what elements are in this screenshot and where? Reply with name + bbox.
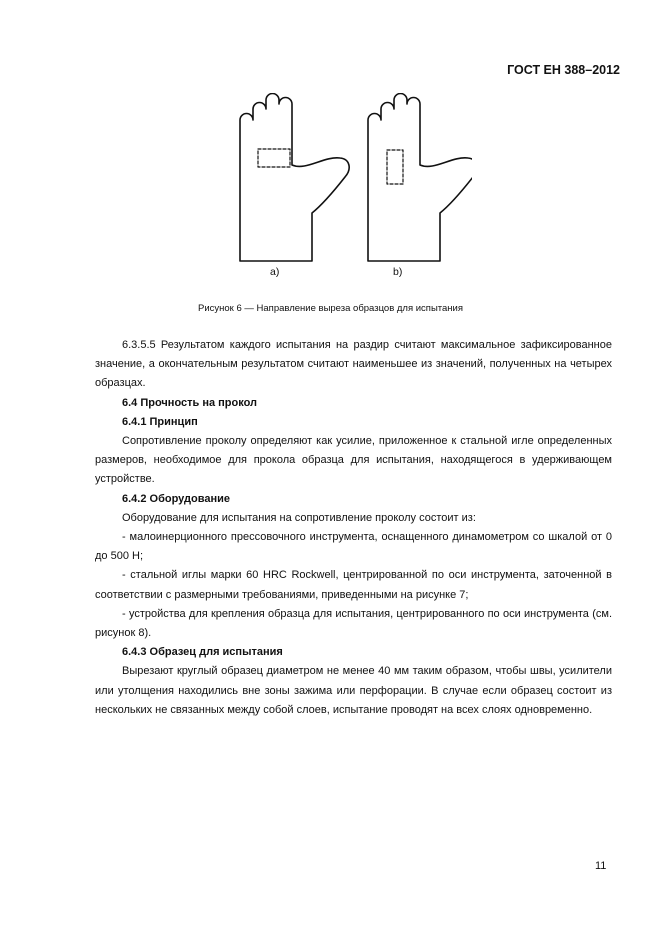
heading-6-4-1: 6.4.1 Принцип xyxy=(122,415,198,428)
sample-cutout-vertical xyxy=(387,150,403,184)
heading-6-4-3: 6.4.3 Образец для испытания xyxy=(122,646,283,659)
heading-6-4-2: 6.4.2 Оборудование xyxy=(122,492,230,505)
figure-label-b: b) xyxy=(393,266,403,278)
body-text xyxy=(95,336,612,720)
list-item: - малоинерционного прессовочного инструмента, оснащенного динамометром со шкалой от 0 до 500 Н; xyxy=(95,531,612,563)
page-number: 11 xyxy=(595,860,607,872)
list-item: - стальной иглы марки 60 HRC Rockwell, центрированной по оси инструмента, заточенной в соответствии с размерными требованиями, приведенными на рисунке 7; xyxy=(95,569,612,601)
sample-cutout-horizontal xyxy=(258,149,290,167)
glove-figure xyxy=(228,93,472,263)
document-code-header: ГОСТ ЕН 388–2012 xyxy=(507,63,620,77)
figure-caption: Рисунок 6 — Направление выреза образцов для испытания xyxy=(198,303,463,314)
list-item: - устройства для крепления образца для испытания, центрированного по оси инструмента (см. рисунок 8). xyxy=(95,607,612,640)
paragraph-equipment: Оборудование для испытания на сопротивление проколу состоит из: xyxy=(122,511,476,524)
figure-label-a: a) xyxy=(270,266,280,278)
glove-left-drawing xyxy=(240,94,349,262)
glove-right-drawing xyxy=(368,94,472,262)
paragraph-principle: Сопротивление проколу определяют как усилие, приложенное к стальной игле определенных размеров, необходимое для прокола образца для испытания, находящегося в удерживающем устройстве. xyxy=(95,435,612,486)
paragraph-specimen: Вырезают круглый образец диаметром не менее 40 мм таким образом, чтобы швы, усилители или утолщения находились вне зоны зажима или перфорации. В случае если образец состоит из нескольких не связанных между собой слоев, испытание проводят на всех слоях одновременно. xyxy=(95,665,612,716)
paragraph-6-3-5-5: 6.3.5.5 Результатом каждого испытания на раздир считают максимальное зафиксированное значение, а окончательным результатом считают наименьшее из значений, полученных на четырех образцах. xyxy=(95,339,612,390)
heading-6-4: 6.4 Прочность на прокол xyxy=(122,396,258,409)
